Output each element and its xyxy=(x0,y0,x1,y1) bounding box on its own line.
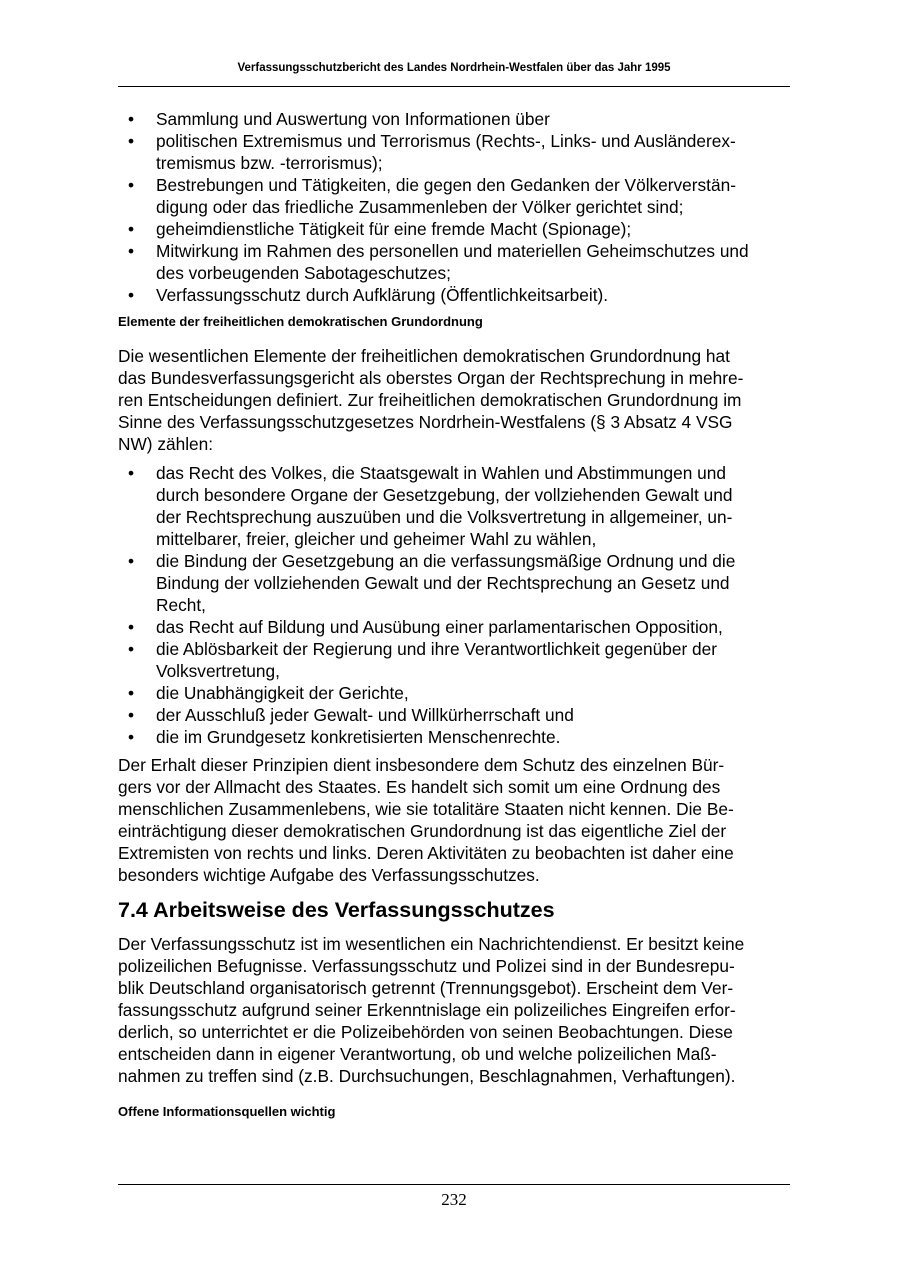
list-item xyxy=(118,284,790,306)
list-item xyxy=(118,218,790,240)
list-item-text: politischen Extremismus und Terrorismus (Rechts-, Links- und Ausländerex- tremismus bzw. -terrorismus); xyxy=(156,131,736,173)
paragraph-working-method: Der Verfassungsschutz ist im wesentlichen ein Nachrichtendienst. Er besitzt keine polizeilichen Befugnisse. Verfassungsschutz und Polizei sind in der Bundesrepu- blik Deutschland organisatorisch getrennt (Trennungsgebot). Erscheint dem Ver- fassungsschutz aufgrund seiner Erkenntnislage ein polizeiliches Eingreifen erfor- derlich, so unterrichtet er die Polizeibehörden von seinen Beobachtungen. Diese entscheiden dann in eigener Verantwortung, ob und welche polizeilichen Maß- nahmen zu treffen sind (z.B. Durchsuchungen, Beschlagnahmen, Verhaftungen). xyxy=(118,934,745,1086)
list-item-text: Verfassungsschutz durch Aufklärung (Öffentlichkeitsarbeit). xyxy=(156,285,609,305)
section-title: 7.4 Arbeitsweise des Verfassungsschutzes xyxy=(118,898,555,922)
list-item-text: das Recht auf Bildung und Ausübung einer parlamentarischen Opposition, xyxy=(156,617,723,637)
list-item xyxy=(118,174,790,218)
page-content xyxy=(118,108,790,1121)
paragraph-elements-closing: Der Erhalt dieser Prinzipien dient insbesondere dem Schutz des einzelnen Bür- gers vor der Allmacht des Staates. Es handelt sich somit um eine Ordnung des menschlichen Zusammenlebens, wie sie totalitäre Staaten nicht kennen. Die Be- einträchtigung dieser demokratischen Grundordnung ist das eigentliche Ziel der Extremisten von rechts und links. Deren Aktivitäten zu beobachten ist daher eine besonders wichtige Aufgabe des Verfassungsschutzes. xyxy=(118,755,734,885)
list-item-text: Mitwirkung im Rahmen des personellen und materiellen Geheimschutzes und des vorbeugenden Sabotageschutzes; xyxy=(156,241,749,283)
list-item xyxy=(118,726,790,748)
list-item-text: die Bindung der Gesetzgebung an die verfassungsmäßige Ordnung und die Bindung der vollziehenden Gewalt und der Rechtsprechung an Gesetz und Recht, xyxy=(156,551,736,615)
list-item xyxy=(118,130,790,174)
subheading-elements: Elemente der freiheitlichen demokratischen Grundordnung xyxy=(118,314,483,329)
list-item xyxy=(118,550,790,616)
list-item-text: Sammlung und Auswertung von Informationen über xyxy=(156,109,550,129)
running-header: Verfassungsschutzbericht des Landes Nordrhein-Westfalen über das Jahr 1995 xyxy=(237,62,671,74)
list-item xyxy=(118,462,790,550)
paragraph-elements-intro: Die wesentlichen Elemente der freiheitlichen demokratischen Grundordnung hat das Bundesverfassungsgericht als oberstes Organ der Rechtsprechung in mehre- ren Entscheidungen definiert. Zur freiheitlichen demokratischen Grundordnung im Sinne des Verfassungsschutzgesetzes Nordrhein-Westfalens (§ 3 Absatz 4 VSG NW) zählen: xyxy=(118,346,744,454)
list-item-text: die Ablösbarkeit der Regierung und ihre Verantwortlichkeit gegenüber der Volksvertretung, xyxy=(156,639,718,681)
list-item-text: die Unabhängigkeit der Gerichte, xyxy=(156,683,409,703)
list-item-text: Bestrebungen und Tätigkeiten, die gegen den Gedanken der Völkerverstän- digung oder das friedliche Zusammenleben der Völker gerichtet sind; xyxy=(156,175,736,217)
list-item-text: das Recht des Volkes, die Staatsgewalt in Wahlen und Abstimmungen und durch besondere Organe der Gesetzgebung, der vollziehenden Gewalt und der Rechtsprechung auszuüben und die Volksvertretung in allgemeiner, un- mittelbarer, freier, gleicher und geheimer Wahl zu wählen, xyxy=(156,463,733,549)
subheading-open-sources: Offene Informationsquellen wichtig xyxy=(118,1104,336,1119)
list-item xyxy=(118,704,790,726)
fdgo-elements-list xyxy=(118,462,790,748)
list-item-text: die im Grundgesetz konkretisierten Menschenrechte. xyxy=(156,727,561,747)
footer-divider xyxy=(118,1184,790,1185)
page-number: 232 xyxy=(441,1190,467,1209)
list-item-text: der Ausschluß jeder Gewalt- und Willkürherrschaft und xyxy=(156,705,574,725)
list-item xyxy=(118,638,790,682)
list-item xyxy=(118,108,790,130)
tasks-list xyxy=(118,108,790,306)
list-item xyxy=(118,682,790,704)
list-item-text: geheimdienstliche Tätigkeit für eine fremde Macht (Spionage); xyxy=(156,219,632,239)
header-divider xyxy=(118,86,790,87)
list-item xyxy=(118,240,790,284)
list-item xyxy=(118,616,790,638)
